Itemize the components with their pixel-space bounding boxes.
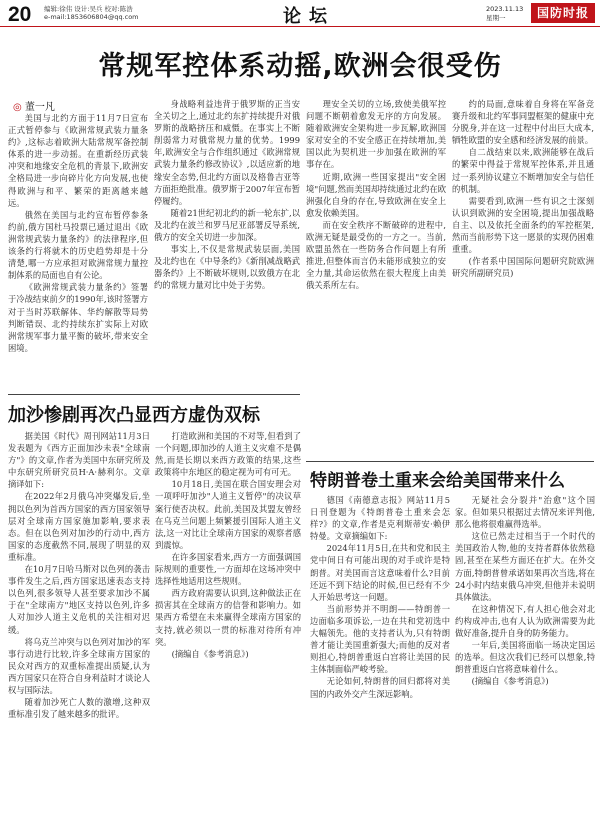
article2-headline: 加沙惨剧再次凸显西方虚伪双标: [8, 405, 260, 426]
section-divider: [8, 394, 300, 395]
paragraph: 当前形势并不明朗——特朗普一边面临多项诉讼,一边在共和党初选中大幅领先。他的支持者认为,只有特朗普才能让美国重新强大;而他的反对者则担心,特朗普重返白宫将让美国的民主体制面临严峻考验。: [310, 603, 450, 675]
paragraph: 身战略利益违背于俄罗斯的正当安全关切之上,通过北约东扩持续提升对俄罗斯的战略挤压和威慑。在事实上不断削弱常力对俄常规力量的优势。1999年,欧洲安全与合作组织通过《欧洲常规武装力量条约修改协议》,以适应新的地缘安全态势,但北约方面以及格鲁吉亚等方面拒绝批准。俄罗斯于2007年宣布暂停履约。: [154, 99, 300, 206]
editor-credits: [44, 5, 139, 21]
paragraph: 这位已然走过相当于一个时代的美国政治人物,他的支持者群体依然稳固,甚至在某些方面还在扩大。在外交方面,特朗普曾承诺如果再次当选,将在24小时内结束俄乌冲突,但他并未说明具体做法。: [455, 531, 595, 602]
paragraph: 事实上,不仅是常规武装层面,美国及北约也在《中导条约》《新削减战略武器条约》上不断破坏规则,以致俄方在北约的常规力量对比中处于劣势。: [154, 244, 300, 291]
paragraph: 无论如何,特朗普的回归都将对美国的内政外交产生深远影响。: [310, 676, 450, 699]
paragraph: 在10月7日哈马斯对以色列的袭击事件发生之后,西方国家迅速表态支持以色列,很多领导人甚至要求加沙不属于在"全球南方"地区支持以色列,许多人对加沙人道主义危机的关注相对迟缓。: [8, 564, 150, 635]
section-title: 论坛: [283, 6, 335, 27]
newspaper-masthead: 国防时报: [531, 3, 595, 23]
weekday-text: 星期一: [486, 14, 506, 22]
date-text: 2023.11.13: [486, 5, 524, 13]
paragraph: 《欧洲常规武装力量条约》签署于冷战结束前夕的1990年,该时签署方对于当时苏联解体、华约解散等局势判断错误、北约持续东扩实际上对欧洲常规军事力量平衡的破坏,带来安全困境。: [8, 282, 148, 353]
paragraph: (摘编自《参考消息》): [471, 676, 549, 687]
page-header: [0, 0, 600, 27]
paragraph: 在这种情况下,有人担心他会对北约构成冲击,也有人认为欧洲需要为此做好准备,提升自身的防务能力。: [455, 603, 595, 639]
article1-column-4: [452, 98, 594, 460]
editor-email: e-mail:1853606804@qq.com: [44, 13, 139, 21]
page-number: 20: [8, 3, 32, 26]
paragraph: 一年后,美国将面临一场决定国运的选举。但这次我们已经可以想象,特朗普重返白宫将意味着什么。: [455, 640, 595, 675]
paragraph: 2024年11月5日,在共和党和民主党中间日有可能出现的对手或许是特朗普。对美国而言这意味着什么?目前还远不到下结论的时候,但已经有不少人开始思考这一问题。: [310, 543, 450, 602]
author-name: 董一凡: [24, 102, 55, 113]
article3-column-2: [455, 494, 595, 830]
article1-column-1: [8, 112, 148, 392]
paragraph: 在许多国家看来,西方一方面强调国际规则的重要性,一方面却在这场冲突中选择性地适用这些规则。: [155, 551, 301, 587]
paragraph: 将乌克兰冲突与以色列对加沙的军事行动进行比较,许多全球南方国家的民众对西方的双重标准提出质疑,认为西方国家只在符合自身利益时才谈论人权与国际法。: [8, 636, 150, 695]
article1-column-2: [154, 98, 300, 392]
article1-headline: 常规军控体系动摇,欧洲会很受伤: [98, 51, 502, 82]
paragraph: 无疑社会分裂并"治愈"这个国家。但如果只根据过去情况来评判他,那么他将很难赢得选举。: [455, 495, 595, 530]
paragraph: 俄然在美国与北约宣布暂停参条约前,俄方国杜马投票已通过退出《欧洲常规武装力量条约》的法律程序,但该条约行将就木的历史趋势却是十分清楚,哪一方应承担对欧洲常规力量控制体系的局面也自有公论。: [8, 209, 148, 281]
paragraph: 在2022年2月俄乌冲突爆发后,坐拥以色列为首西方国家的西方国家领导层对全球南方国家施加影响,要求表态。但在以色列对加沙的行动中,西方国家的态度截然不同,展现了明显的双重标准。: [8, 491, 150, 562]
paragraph: 美国与北约方面于11月7日宣布正式暂停参与《欧洲常规武装力量条约》,这标志着欧洲大陆常规军备控制体系的进一步动摇。在重新经历武装冲突和地缘安全危机的背景下,欧洲安全格局进一步向碎片化方向发展,也使得欧洲与和平、繁荣的距离越来越远。: [8, 113, 148, 208]
paragraph: 随着21世纪初北约的新一轮东扩,以及北约在波兰和罗马尼亚部署反导系统,俄方的安全关切进一步加深。: [154, 207, 300, 243]
paragraph: 德国《南德意志报》网站11月5日刊登题为《特朗普卷土重来会怎样?》的文章,作者是克利斯蒂安·赖伊特曼。文章摘编如下:: [310, 495, 450, 542]
author-marker-icon: ◎: [13, 102, 25, 113]
paragraph: 自二战结束以来,欧洲能够在战后的繁荣中得益于常规军控体系,并且通过一系列协议建立不断增加安全与信任的机制。: [452, 147, 594, 194]
paragraph: 10月18日,美国在联合国安理会对一项呼吁加沙"人道主义暂停"的决议草案行使否决权。此前,美国及其盟友曾经在乌克兰问题上频繁援引国际人道主义法,这一对比让全球南方国家的观察者感到震惊。: [155, 479, 301, 550]
article3-column-1: [310, 494, 450, 830]
paragraph: 需要看到,欧洲一些有识之士深刻认识到欧洲的安全困境,提出加强战略自主、以及依托全面条约的军控框架,然而当前形势下这一愿景的实现仍困难重重。: [452, 195, 594, 255]
issue-date: [486, 5, 523, 23]
paragraph: 随着加沙死亡人数的激增,这种双重标准引发了越来越多的批评。: [8, 697, 150, 720]
paragraph: (摘编自《参考消息》): [171, 648, 249, 659]
section-divider: [306, 461, 594, 462]
article1-author: [13, 98, 55, 113]
article2-column-1: [8, 430, 150, 830]
paragraph: 据美国《时代》周刊网站11月3日发表题为《西方正面加沙未表"全球南方"》的文章,作者为美国中东研究所及中东研究所研究员H·A·赫利尔。文章摘译如下:: [8, 431, 150, 490]
article2-column-2: [155, 430, 301, 830]
article3-headline: 特朗普卷土重来会给美国带来什么: [310, 471, 565, 491]
editor-line: 编辑:徐伟 设计:吴兵 校对:陈浩: [44, 5, 133, 13]
paragraph: 打造欧洲和美国的不对等,但看到了一个问题,即加沙的人道主义灾难不是偶然,而是长期以来西方政策的结果,这些政策将中东地区的稳定视为可有可无。: [155, 431, 301, 478]
article1-column-3: [306, 98, 446, 460]
paragraph: 理安全关切的立场,致使美俄军控问题不断朝着愈发无序的方向发展。随着欧洲安全架构进一步瓦解,欧洲国家对安全的不安全感正在持续增加,美国以此为契机进一步加强在欧洲的军事存在。: [306, 99, 446, 170]
paragraph: 约的局面,意味着自身将在军备竞赛升级和北约军事同盟框架的健康中充分脱身,并在这一过程中付出巨大成本,牺牲欧盟的安全感和经济发展的前景。: [452, 99, 594, 146]
paragraph: 西方政府需要认识到,这种做法正在损害其在全球南方的信誉和影响力。如果西方希望在未来赢得全球南方国家的支持,就必须以一贯的标准对待所有冲突。: [155, 588, 301, 647]
paragraph: (作者系中国国际问题研究院欧洲研究所副研究员): [452, 256, 594, 279]
paragraph: 近期,欧洲一些国家提出"安全困境"问题,然而美国却持续通过北约在欧洲强化自身的存在,导致欧洲在安全上愈发依赖美国。: [306, 171, 446, 218]
paragraph: 而在安全秩序不断破碎的进程中,欧洲无疑是最受伤的一方之一。当前,欧盟虽然在一些防务合作问题上有所推进,但整体而言仍未能形成独立的安全力量,其命运依然在很大程度上由美俄关系所左右。: [306, 219, 446, 291]
